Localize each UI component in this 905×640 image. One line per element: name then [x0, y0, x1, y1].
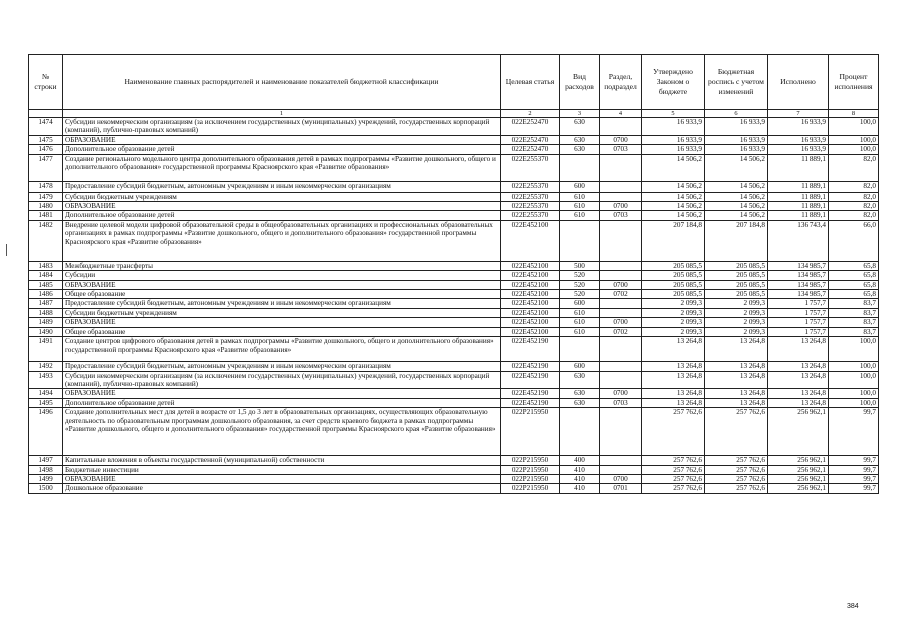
row-section: [600, 371, 642, 389]
row-approved: 13 264,8: [642, 337, 705, 362]
row-approved: 205 085,5: [642, 261, 705, 270]
row-name: Субсидии: [63, 271, 501, 280]
row-budget-list: 16 933,9: [705, 118, 768, 136]
row-executed: 1 757,7: [768, 299, 829, 308]
row-number: 1475: [29, 135, 63, 144]
row-exp-type: 410: [560, 484, 600, 493]
row-budget-list: 207 184,8: [705, 220, 768, 261]
table-row: [29, 398, 879, 407]
row-approved: 2 099,3: [642, 299, 705, 308]
row-exp-type: [560, 408, 600, 456]
row-percent: 100,0: [829, 118, 879, 136]
table-row: [29, 135, 879, 144]
row-budget-list: 14 506,2: [705, 181, 768, 192]
row-number: 1477: [29, 154, 63, 181]
row-target: 022Е255370: [501, 202, 560, 211]
col-number: 6: [705, 110, 768, 118]
row-name: Предоставление субсидий бюджетным, автономным учреждениям и иным некоммерческим организациям: [63, 299, 501, 308]
table-row: [29, 362, 879, 371]
col-number: 7: [768, 110, 829, 118]
row-executed: 1 757,7: [768, 318, 829, 327]
row-target: 022Е255370: [501, 192, 560, 201]
row-section: [600, 192, 642, 201]
column-number-row: [29, 110, 879, 118]
row-percent: 82,0: [829, 211, 879, 220]
row-exp-type: 610: [560, 327, 600, 336]
row-exp-type: 600: [560, 181, 600, 192]
row-approved: 14 506,2: [642, 181, 705, 192]
row-section: 0700: [600, 474, 642, 483]
row-target: 022Е452100: [501, 327, 560, 336]
budget-table: [28, 54, 879, 494]
row-target: 022Е452100: [501, 290, 560, 299]
row-target: 022Р215950: [501, 456, 560, 465]
row-percent: 99,7: [829, 465, 879, 474]
header-percent: Процент исполнения: [829, 55, 879, 110]
row-approved: 2 099,3: [642, 308, 705, 317]
row-name: ОБРАЗОВАНИЕ: [63, 474, 501, 483]
row-executed: 13 264,8: [768, 337, 829, 362]
row-target: 022Е252470: [501, 145, 560, 154]
row-percent: 100,0: [829, 398, 879, 407]
header-name: Наименование главных распорядителей и наименование показателей бюджетной классификации: [63, 55, 501, 110]
row-number: 1489: [29, 318, 63, 327]
budget-sheet: [28, 54, 878, 494]
row-exp-type: [560, 337, 600, 362]
table-row: [29, 145, 879, 154]
row-number: 1496: [29, 408, 63, 456]
row-section: 0701: [600, 484, 642, 493]
row-number: 1492: [29, 362, 63, 371]
row-section: 0703: [600, 145, 642, 154]
row-percent: 65,8: [829, 271, 879, 280]
row-approved: 257 762,6: [642, 465, 705, 474]
row-percent: 99,7: [829, 408, 879, 456]
row-name: Дополнительное образование детей: [63, 211, 501, 220]
table-row: [29, 192, 879, 201]
table-row: [29, 408, 879, 456]
row-section: [600, 181, 642, 192]
row-section: 0702: [600, 327, 642, 336]
row-section: 0703: [600, 398, 642, 407]
row-target: 022Е452190: [501, 371, 560, 389]
row-target: 022Е452100: [501, 220, 560, 261]
row-target: 022Е452190: [501, 337, 560, 362]
row-section: 0703: [600, 211, 642, 220]
row-percent: 65,8: [829, 290, 879, 299]
row-approved: 205 085,5: [642, 280, 705, 289]
row-target: 022Е452100: [501, 308, 560, 317]
row-percent: 100,0: [829, 389, 879, 398]
row-budget-list: 13 264,8: [705, 389, 768, 398]
header-approved: Утверждено Законом о бюджете: [642, 55, 705, 110]
table-row: [29, 318, 879, 327]
row-exp-type: 600: [560, 299, 600, 308]
row-number: 1483: [29, 261, 63, 270]
table-row: [29, 202, 879, 211]
row-exp-type: 630: [560, 145, 600, 154]
row-executed: 256 962,1: [768, 474, 829, 483]
row-budget-list: 14 506,2: [705, 154, 768, 181]
row-number: 1486: [29, 290, 63, 299]
col-number: 8: [829, 110, 879, 118]
row-target: 022Е255370: [501, 181, 560, 192]
row-executed: 11 889,1: [768, 181, 829, 192]
table-row: [29, 389, 879, 398]
row-name: Предоставление субсидий бюджетным, автономным учреждениям и иным некоммерческим организациям: [63, 181, 501, 192]
row-percent: 82,0: [829, 154, 879, 181]
row-target: 022Е452190: [501, 389, 560, 398]
row-approved: 257 762,6: [642, 408, 705, 456]
page-number: 384: [847, 603, 859, 610]
row-target: 022Е452190: [501, 398, 560, 407]
row-number: 1491: [29, 337, 63, 362]
row-percent: 65,8: [829, 280, 879, 289]
row-target: 022Е452190: [501, 362, 560, 371]
row-percent: 99,7: [829, 484, 879, 493]
row-number: 1495: [29, 398, 63, 407]
row-target: 022Р215950: [501, 484, 560, 493]
row-name: Субсидии бюджетным учреждениям: [63, 308, 501, 317]
row-approved: 16 933,9: [642, 145, 705, 154]
row-budget-list: 14 506,2: [705, 192, 768, 201]
row-number: 1479: [29, 192, 63, 201]
row-percent: 99,7: [829, 456, 879, 465]
row-number: 1481: [29, 211, 63, 220]
table-row: [29, 299, 879, 308]
row-approved: 13 264,8: [642, 371, 705, 389]
row-target: 022Е452100: [501, 271, 560, 280]
row-section: [600, 154, 642, 181]
table-row: [29, 484, 879, 493]
row-target: 022Е255370: [501, 154, 560, 181]
row-executed: 11 889,1: [768, 154, 829, 181]
row-budget-list: 13 264,8: [705, 362, 768, 371]
row-number: 1493: [29, 371, 63, 389]
row-name: Межбюджетные трансферты: [63, 261, 501, 270]
row-section: [600, 337, 642, 362]
row-name: Субсидии некоммерческим организациям (за исключением государственных (муниципальных) учреждений, государственных корпораций (компаний), публично-правовых компаний): [63, 118, 501, 136]
table-row: [29, 211, 879, 220]
row-executed: 1 757,7: [768, 308, 829, 317]
row-section: [600, 261, 642, 270]
header-exp-type: Вид расходов: [560, 55, 600, 110]
row-section: 0700: [600, 318, 642, 327]
col-number: 2: [501, 110, 560, 118]
row-number: 1499: [29, 474, 63, 483]
row-section: 0700: [600, 389, 642, 398]
row-executed: 134 985,7: [768, 280, 829, 289]
row-section: [600, 118, 642, 136]
row-budget-list: 2 099,3: [705, 318, 768, 327]
row-budget-list: 14 506,2: [705, 211, 768, 220]
row-exp-type: 630: [560, 135, 600, 144]
row-name: Общее образование: [63, 327, 501, 336]
row-executed: 256 962,1: [768, 456, 829, 465]
row-name: Создание регионального модельного центра дополнительного образования детей в рамках подпрограммы «Развитие дошкольного, общего и дополнительного образования» государственной программы Красноярского края «Развитие образования»: [63, 154, 501, 181]
row-name: Общее образование: [63, 290, 501, 299]
table-row: [29, 280, 879, 289]
row-budget-list: 2 099,3: [705, 327, 768, 336]
row-number: 1482: [29, 220, 63, 261]
row-name: Создание центров цифрового образования детей в рамках подпрограммы «Развитие дошкольного, общего и дополнительного образования» государственной программы Красноярского края «Развитие образования»: [63, 337, 501, 362]
table-row: [29, 371, 879, 389]
row-budget-list: 257 762,6: [705, 408, 768, 456]
row-name: Субсидии бюджетным учреждениям: [63, 192, 501, 201]
row-number: 1494: [29, 389, 63, 398]
row-section: [600, 271, 642, 280]
row-executed: 11 889,1: [768, 192, 829, 201]
row-approved: 14 506,2: [642, 211, 705, 220]
row-approved: 13 264,8: [642, 362, 705, 371]
row-exp-type: 610: [560, 202, 600, 211]
row-executed: 134 985,7: [768, 271, 829, 280]
row-executed: 13 264,8: [768, 398, 829, 407]
row-name: ОБРАЗОВАНИЕ: [63, 280, 501, 289]
row-name: Внедрение целевой модели цифровой образовательной среды в общеобразовательных организациях и профессиональных образовательных организациях в рамках подпрограммы «Развитие дошкольного, общего и дополнительного образования» государственной программы Красноярского края «Развитие образования»: [63, 220, 501, 261]
row-approved: 207 184,8: [642, 220, 705, 261]
row-target: 022Е452100: [501, 299, 560, 308]
row-percent: 83,7: [829, 327, 879, 336]
row-executed: 136 743,4: [768, 220, 829, 261]
row-number: 1500: [29, 484, 63, 493]
table-row: [29, 261, 879, 270]
row-target: 022Е252470: [501, 135, 560, 144]
header-target: Целевая статья: [501, 55, 560, 110]
row-approved: 16 933,9: [642, 135, 705, 144]
row-budget-list: 205 085,5: [705, 261, 768, 270]
row-name: ОБРАЗОВАНИЕ: [63, 318, 501, 327]
row-exp-type: 400: [560, 456, 600, 465]
table-row: [29, 271, 879, 280]
row-name: Бюджетные инвестиции: [63, 465, 501, 474]
header-executed: Исполнено: [768, 55, 829, 110]
row-budget-list: 16 933,9: [705, 135, 768, 144]
row-number: 1480: [29, 202, 63, 211]
row-section: [600, 308, 642, 317]
row-budget-list: 257 762,6: [705, 474, 768, 483]
row-name: Субсидии некоммерческим организациям (за исключением государственных (муниципальных) учреждений, государственных корпораций (компаний), публично-правовых компаний): [63, 371, 501, 389]
header-budget-list: Бюджетная роспись с учетом изменений: [705, 55, 768, 110]
row-section: [600, 220, 642, 261]
row-exp-type: 410: [560, 465, 600, 474]
row-number: 1488: [29, 308, 63, 317]
row-exp-type: 610: [560, 318, 600, 327]
row-executed: 13 264,8: [768, 362, 829, 371]
row-name: Создание дополнительных мест для детей в возрасте от 1,5 до 3 лет в образовательных организациях, осуществляющих образовательную деятельность по образовательным программам дошкольного образования, за счет средств краевого бюджета в рамках подпрограммы «Развитие дошкольного, общего и дополнительного образования» государственной программы Красноярского края «Развитие образования»: [63, 408, 501, 456]
row-exp-type: 500: [560, 261, 600, 270]
table-row: [29, 181, 879, 192]
row-budget-list: 205 085,5: [705, 271, 768, 280]
row-name: ОБРАЗОВАНИЕ: [63, 389, 501, 398]
row-exp-type: 610: [560, 192, 600, 201]
row-percent: 65,8: [829, 261, 879, 270]
row-percent: 100,0: [829, 362, 879, 371]
row-exp-type: 610: [560, 211, 600, 220]
row-approved: 257 762,6: [642, 456, 705, 465]
table-row: [29, 118, 879, 136]
row-budget-list: 257 762,6: [705, 465, 768, 474]
row-percent: 66,0: [829, 220, 879, 261]
row-percent: 83,7: [829, 308, 879, 317]
row-name: Дополнительное образование детей: [63, 145, 501, 154]
col-number: [29, 110, 63, 118]
row-section: 0702: [600, 290, 642, 299]
row-executed: 256 962,1: [768, 408, 829, 456]
row-executed: 1 757,7: [768, 327, 829, 336]
row-exp-type: 630: [560, 398, 600, 407]
row-name: ОБРАЗОВАНИЕ: [63, 135, 501, 144]
row-budget-list: 16 933,9: [705, 145, 768, 154]
row-target: 022Е452100: [501, 318, 560, 327]
row-name: Капитальные вложения в объекты государственной (муниципальной) собственности: [63, 456, 501, 465]
row-section: [600, 465, 642, 474]
row-name: Дошкольное образование: [63, 484, 501, 493]
row-exp-type: 610: [560, 308, 600, 317]
row-section: [600, 408, 642, 456]
row-budget-list: 13 264,8: [705, 337, 768, 362]
row-approved: 14 506,2: [642, 202, 705, 211]
table-row: [29, 327, 879, 336]
row-name: Дополнительное образование детей: [63, 398, 501, 407]
row-budget-list: 14 506,2: [705, 202, 768, 211]
row-percent: 82,0: [829, 202, 879, 211]
row-exp-type: [560, 220, 600, 261]
row-budget-list: 205 085,5: [705, 290, 768, 299]
row-exp-type: [560, 154, 600, 181]
row-budget-list: 13 264,8: [705, 398, 768, 407]
header-row-no: № строки: [29, 55, 63, 110]
row-exp-type: 410: [560, 474, 600, 483]
row-budget-list: 257 762,6: [705, 484, 768, 493]
row-budget-list: 2 099,3: [705, 299, 768, 308]
row-percent: 82,0: [829, 192, 879, 201]
row-approved: 14 506,2: [642, 192, 705, 201]
row-name: ОБРАЗОВАНИЕ: [63, 202, 501, 211]
col-number: 5: [642, 110, 705, 118]
row-target: 022Е452100: [501, 261, 560, 270]
row-executed: 256 962,1: [768, 465, 829, 474]
row-percent: 100,0: [829, 337, 879, 362]
row-exp-type: 630: [560, 371, 600, 389]
row-target: 022Е252470: [501, 118, 560, 136]
row-section: [600, 456, 642, 465]
table-row: [29, 308, 879, 317]
table-row: [29, 154, 879, 181]
row-approved: 257 762,6: [642, 474, 705, 483]
row-number: 1484: [29, 271, 63, 280]
row-percent: 100,0: [829, 145, 879, 154]
row-budget-list: 13 264,8: [705, 371, 768, 389]
table-body: [29, 118, 879, 494]
row-percent: 82,0: [829, 181, 879, 192]
row-target: 022Р215950: [501, 465, 560, 474]
row-section: [600, 299, 642, 308]
row-target: 022Е452100: [501, 280, 560, 289]
row-percent: 83,7: [829, 318, 879, 327]
row-number: 1485: [29, 280, 63, 289]
row-approved: 257 762,6: [642, 484, 705, 493]
header-section: Раздел, подраздел: [600, 55, 642, 110]
row-percent: 100,0: [829, 371, 879, 389]
row-section: 0700: [600, 280, 642, 289]
row-number: 1474: [29, 118, 63, 136]
row-exp-type: 600: [560, 362, 600, 371]
row-executed: 11 889,1: [768, 211, 829, 220]
table-row: [29, 337, 879, 362]
col-number: 3: [560, 110, 600, 118]
table-row: [29, 456, 879, 465]
col-number: 4: [600, 110, 642, 118]
row-executed: 134 985,7: [768, 261, 829, 270]
row-target: 022Р215950: [501, 408, 560, 456]
row-number: 1478: [29, 181, 63, 192]
row-approved: 14 506,2: [642, 154, 705, 181]
row-approved: 2 099,3: [642, 318, 705, 327]
row-executed: 13 264,8: [768, 371, 829, 389]
row-budget-list: 257 762,6: [705, 456, 768, 465]
row-executed: 16 933,9: [768, 118, 829, 136]
row-executed: 16 933,9: [768, 135, 829, 144]
table-row: [29, 290, 879, 299]
row-budget-list: 2 099,3: [705, 308, 768, 317]
row-number: 1498: [29, 465, 63, 474]
row-target: 022Р215950: [501, 474, 560, 483]
row-exp-type: 630: [560, 118, 600, 136]
table-row: [29, 220, 879, 261]
row-exp-type: 630: [560, 389, 600, 398]
row-number: 1490: [29, 327, 63, 336]
row-approved: 13 264,8: [642, 398, 705, 407]
row-section: 0700: [600, 135, 642, 144]
row-section: [600, 362, 642, 371]
row-executed: 13 264,8: [768, 389, 829, 398]
row-executed: 256 962,1: [768, 484, 829, 493]
row-exp-type: 520: [560, 290, 600, 299]
row-approved: 2 099,3: [642, 327, 705, 336]
row-exp-type: 520: [560, 271, 600, 280]
row-percent: 99,7: [829, 474, 879, 483]
row-approved: 205 085,5: [642, 290, 705, 299]
row-section: 0700: [600, 202, 642, 211]
row-percent: 83,7: [829, 299, 879, 308]
row-number: 1487: [29, 299, 63, 308]
row-number: 1476: [29, 145, 63, 154]
row-executed: 134 985,7: [768, 290, 829, 299]
row-budget-list: 205 085,5: [705, 280, 768, 289]
row-percent: 100,0: [829, 135, 879, 144]
row-approved: 16 933,9: [642, 118, 705, 136]
row-executed: 11 889,1: [768, 202, 829, 211]
row-executed: 16 933,9: [768, 145, 829, 154]
row-approved: 205 085,5: [642, 271, 705, 280]
margin-mark: [6, 244, 7, 256]
table-row: [29, 474, 879, 483]
row-approved: 13 264,8: [642, 389, 705, 398]
row-name: Предоставление субсидий бюджетным, автономным учреждениям и иным некоммерческим организациям: [63, 362, 501, 371]
col-number: 1: [63, 110, 501, 118]
row-exp-type: 520: [560, 280, 600, 289]
row-target: 022Е255370: [501, 211, 560, 220]
row-number: 1497: [29, 456, 63, 465]
table-row: [29, 465, 879, 474]
